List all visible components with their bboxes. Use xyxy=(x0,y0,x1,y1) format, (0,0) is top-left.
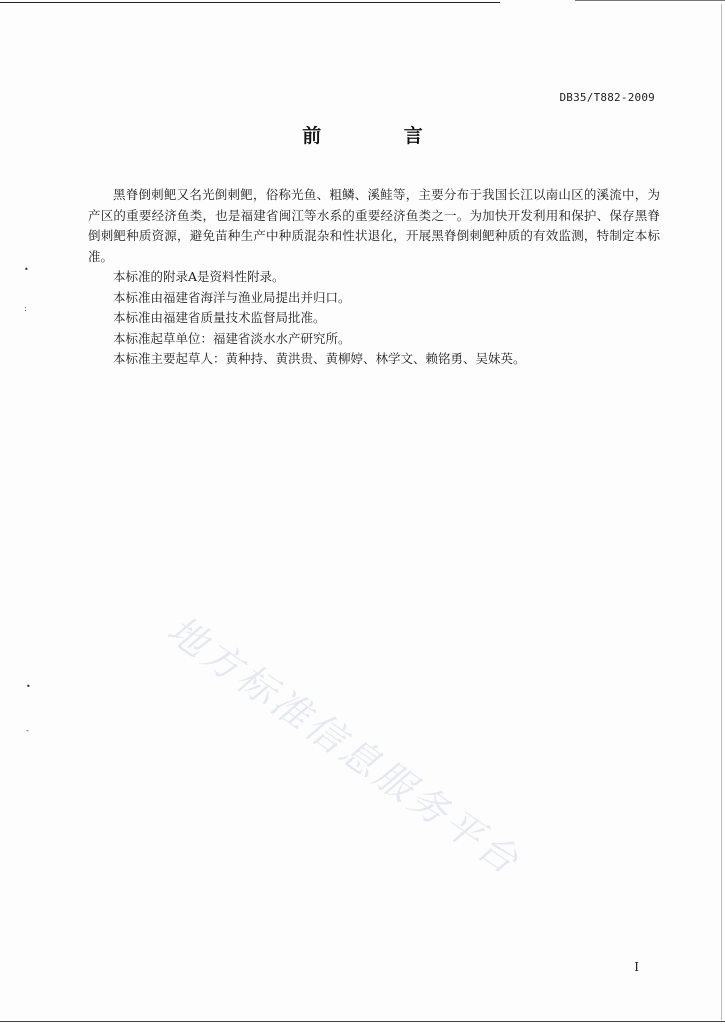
page-title: 前 言 xyxy=(302,125,461,147)
scan-speck: • xyxy=(26,682,31,691)
top-right-border-line xyxy=(575,0,725,1)
paragraph-proposer: 本标准由福建省海洋与渔业局提出并归口。 xyxy=(113,289,351,305)
page-number: I xyxy=(634,960,639,974)
scan-speck: • xyxy=(24,265,29,274)
scan-speck: - xyxy=(26,726,29,735)
right-border-line xyxy=(721,4,722,1020)
watermark: 地方标准信息服务平台 xyxy=(159,607,529,885)
top-border-line xyxy=(0,2,500,3)
paragraph-appendix: 本标准的附录A是资料性附录。 xyxy=(113,269,285,284)
standard-code: DB35/T882-2009 xyxy=(559,91,655,104)
paragraph-approver: 本标准由福建省质量技术监督局批准。 xyxy=(113,310,326,325)
bottom-border-line xyxy=(0,1021,725,1022)
paragraph-intro: 黑脊倒刺鲃又名光倒刺鲃，俗称光鱼、粗鳞、溪鲑等，主要分布于我国长江以南山区的溪流中，为产区的重要经济鱼类，也是福建省闽江等水系的重要经济鱼类之一。为加快开发利用和保护、保存黑脊倒刺鲃种质资源，避免苗种生产中种质混杂和性状退化，开展黑脊倒刺鲃种质的有效监测，特制定本标准。 xyxy=(88,187,660,264)
scan-speck: : xyxy=(24,304,27,313)
paragraph-drafting-unit: 本标准起草单位：福建省淡水水产研究所。 xyxy=(113,330,351,346)
paragraph-drafters: 本标准主要起草人：黄种持、黄洪贵、黄柳婷、林学文、赖铭勇、吴妹英。 xyxy=(113,351,526,366)
foreword-body xyxy=(88,185,660,370)
